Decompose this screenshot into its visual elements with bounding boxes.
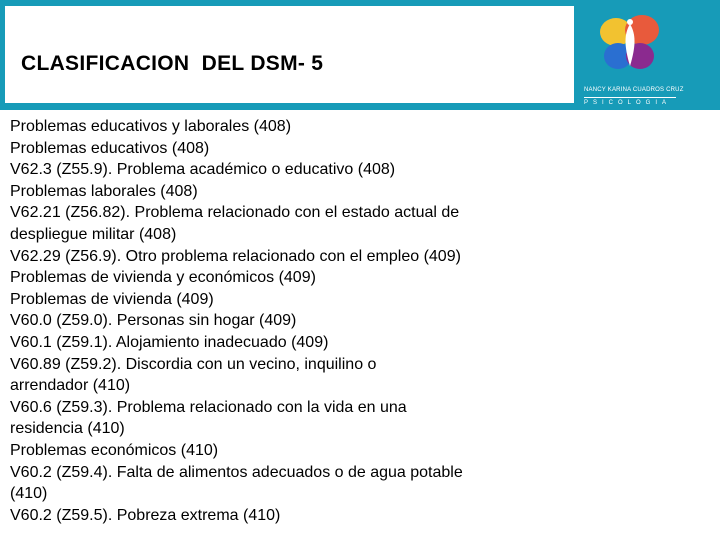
- list-item: V62.21 (Z56.82). Problema relacionado con el estado actual de: [10, 204, 460, 222]
- title-box: [5, 6, 574, 103]
- list-item: V60.6 (Z59.3). Problema relacionado con la vida en una: [10, 398, 407, 416]
- list-item: V60.2 (Z59.4). Falta de alimentos adecuados o de agua potable: [10, 463, 463, 481]
- list-item: V60.89 (Z59.2). Discordia con un vecino, inquilino o: [10, 355, 377, 373]
- list-item: Problemas educativos y laborales (408): [10, 118, 292, 135]
- classification-list: [10, 116, 610, 526]
- list-item: Problemas de vivienda y económicos (409): [10, 269, 316, 287]
- list-item: arrendador (410): [10, 377, 131, 395]
- list-item: V62.29 (Z56.9). Otro problema relacionado con el empleo (409): [10, 247, 461, 265]
- list-item: V60.1 (Z59.1). Alojamiento inadecuado (409): [10, 333, 329, 351]
- logo-divider: [584, 97, 676, 98]
- butterfly-logo-icon: [594, 10, 666, 80]
- logo-subtitle: PSICOLOGIA: [584, 100, 672, 106]
- logo-name: NANCY KARINA CUADROS CRUZ: [584, 87, 684, 93]
- list-item: V62.3 (Z55.9). Problema académico o educativo (408): [10, 161, 396, 179]
- list-item: Problemas educativos (408): [10, 139, 210, 157]
- list-item: Problemas económicos (410): [10, 441, 219, 459]
- logo: [580, 8, 720, 108]
- page-title: CLASIFICACION DEL DSM- 5: [21, 52, 324, 75]
- list-item: V60.2 (Z59.5). Pobreza extrema (410): [10, 506, 281, 524]
- list-item: Problemas laborales (408): [10, 182, 198, 200]
- list-item: despliegue militar (408): [10, 225, 177, 243]
- list-item: Problemas de vivienda (409): [10, 290, 214, 308]
- list-item: V60.0 (Z59.0). Personas sin hogar (409): [10, 312, 297, 330]
- header-banner: [0, 0, 720, 110]
- list-item: residencia (410): [10, 420, 125, 438]
- list-item: (410): [10, 485, 48, 503]
